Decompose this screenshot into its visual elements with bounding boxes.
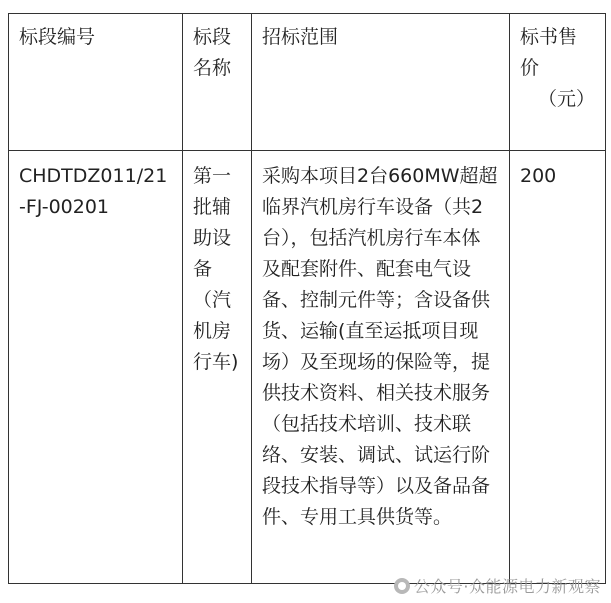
- wechat-icon: [394, 578, 410, 594]
- header-price-label: 标书售价: [520, 26, 578, 79]
- header-price-unit: （元）: [537, 88, 595, 110]
- tender-lot-table: [8, 13, 606, 584]
- header-price: [510, 14, 606, 151]
- header-lot-number: 标段编号: [9, 14, 183, 151]
- header-scope: 招标范围: [252, 14, 510, 151]
- cell-lot-number: CHDTDZ011/21-FJ-00201: [9, 151, 183, 584]
- cell-price: 200: [510, 151, 606, 584]
- table-row: [9, 151, 606, 584]
- table-header-row: [9, 14, 606, 151]
- watermark-text: 公众号·众能源电力新观察: [413, 577, 601, 596]
- cell-scope: 采购本项目2台660MW超超临界汽机房行车设备（共2台），包括汽机房行车本体及配套附件、配套电气设备、控制元件等；含设备供货、运输(直至运抵项目现场）及至现场的保险等，提供技术资料、相关技术服务（包括技术培训、技术联络、安装、调试、试运行阶段技术指导等）以及备品备件、专用工具供货等。: [252, 151, 510, 584]
- watermark: [394, 574, 601, 597]
- header-lot-name: 标段名称: [183, 14, 252, 151]
- cell-lot-name: 第一批辅助设备（汽机房行车): [183, 151, 252, 584]
